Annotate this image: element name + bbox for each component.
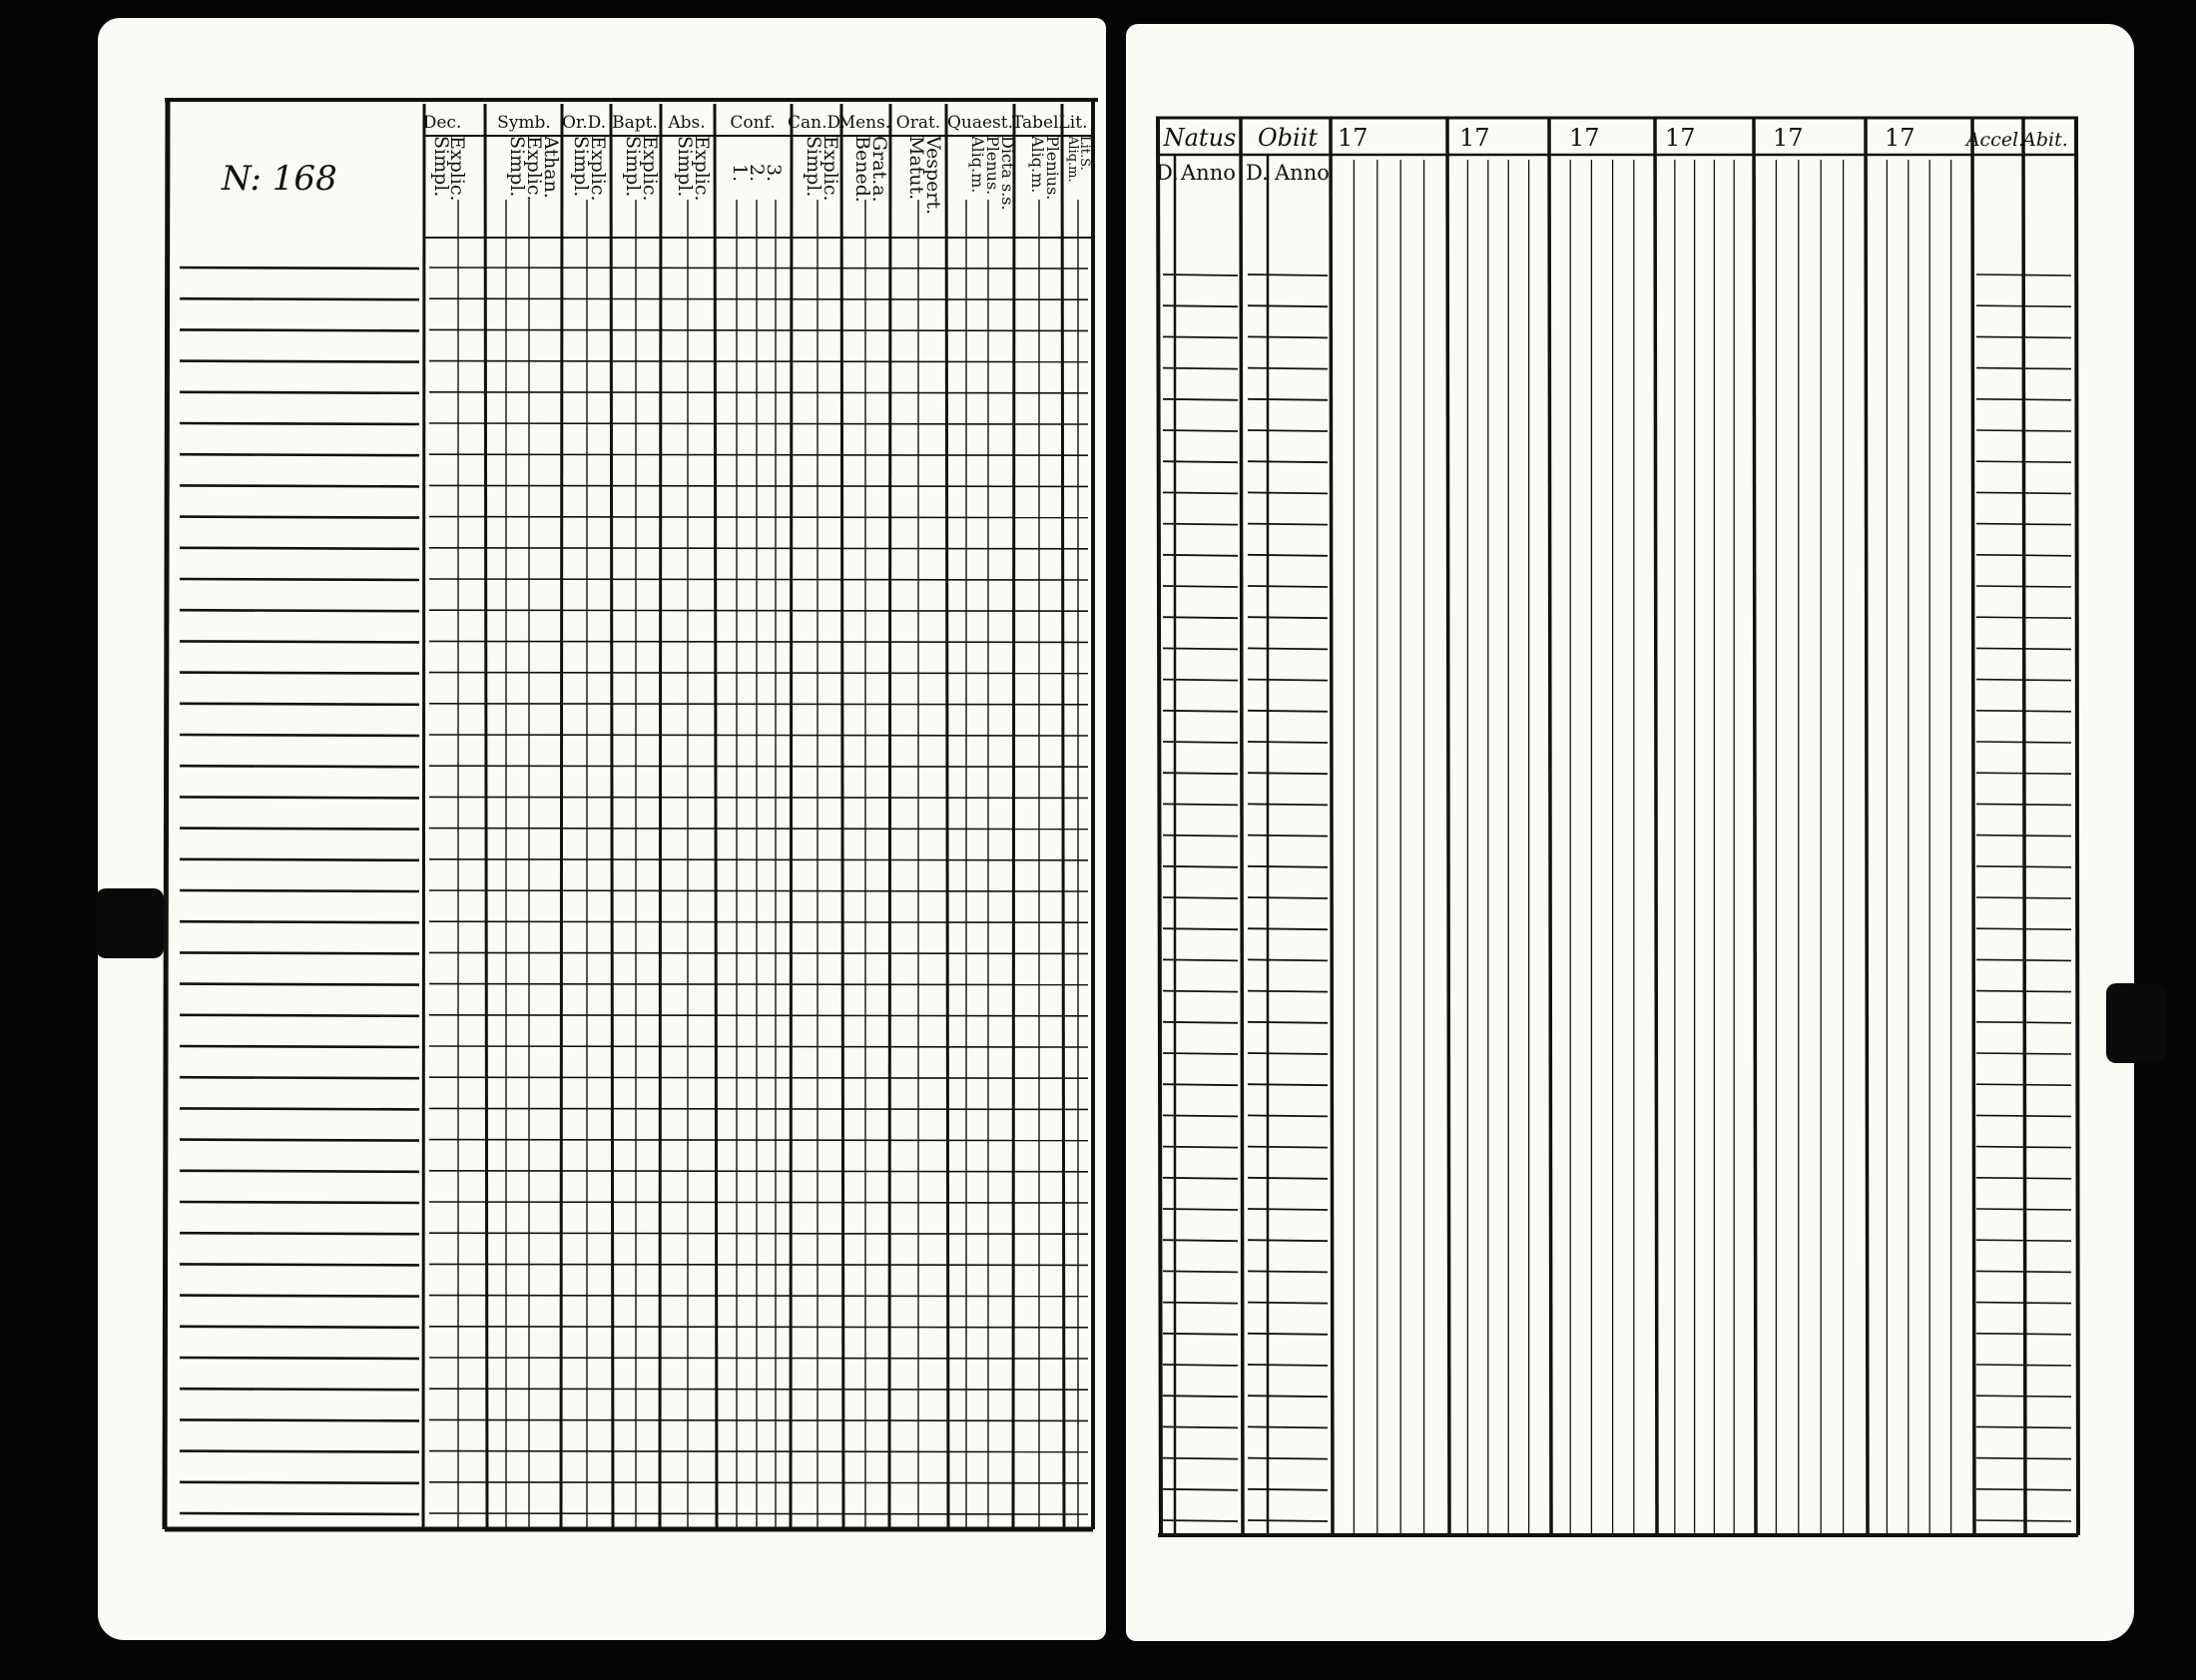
row-rule [1976,1520,2071,1521]
row-rule [1976,1489,2071,1490]
row-rule [429,329,1088,330]
row-rule [1163,275,1238,276]
row-rule [1163,773,1238,774]
row-rule [1163,524,1238,525]
row-rule [180,1419,419,1420]
row-rule [429,735,1088,736]
sub-abs-explic: Explic. [691,136,713,202]
row-rule [180,361,419,362]
sub-ord-simpl: Simpl. [570,136,592,198]
row-rule [180,423,419,424]
row-rule [1976,336,2071,337]
row-rule [180,1482,419,1483]
row-rule [180,1015,419,1016]
header-tabel: Tabel. [1012,113,1064,133]
header-year-2: 17 [1459,124,1490,152]
row-rule [1976,275,2071,276]
row-rule [180,921,419,922]
row-rule [180,610,419,611]
row-rule [1248,1240,1328,1241]
row-rule [1976,555,2071,556]
row-rule [180,1171,419,1172]
row-rule [180,392,419,393]
header-cand: Can.D. [788,113,845,133]
row-rule [180,517,419,518]
sub-abs-simpl: Simpl. [674,136,696,198]
row-rule [180,548,419,549]
row-rule [1163,430,1238,431]
row-rule [429,1077,1088,1078]
header-orat: Orat. [895,113,941,133]
row-rule [1248,305,1328,306]
row-rule [1976,461,2071,462]
row-rule [1248,1084,1328,1085]
row-rule [1976,1178,2071,1179]
row-rule [429,952,1088,953]
column-rule [1013,104,1014,1529]
row-rule [1163,1365,1238,1366]
row-rule [1976,991,2071,992]
row-rule [1248,680,1328,681]
row-rule [1163,1489,1238,1490]
column-rule [1866,118,1868,1535]
left-table-rules [165,100,1098,1529]
row-rule [1163,555,1238,556]
row-rule [1976,524,2071,525]
row-rule [180,1202,419,1203]
column-rule [1062,104,1064,1529]
row-rule [1248,617,1328,618]
header-conf: Conf. [730,113,776,133]
row-rule [1248,1489,1328,1490]
row-rule [1976,399,2071,400]
row-rule [429,1482,1088,1483]
row-rule [180,579,419,580]
row-rule [180,984,419,985]
row-rule [1163,866,1238,867]
table-right-rule [2076,118,2078,1535]
row-rule [1248,1271,1328,1272]
row-rule [1248,928,1328,929]
row-rule [1248,1396,1328,1397]
header-abiit: Abit. [2022,129,2068,151]
row-rule [180,829,419,830]
row-rule [1163,1115,1238,1116]
sub-cand-explic: Explic. [820,136,841,202]
natus-day: D. [1156,161,1179,185]
row-rule [429,673,1088,674]
row-rule [1248,1147,1328,1148]
row-rule [1248,648,1328,649]
column-rule [791,104,792,1529]
column-rule [2023,118,2025,1535]
sub-quaest-aliq: Aliq.m. [968,136,987,194]
header-obiit: Obiit [1257,124,1319,152]
row-rule [429,1140,1088,1141]
row-rule [1248,368,1328,369]
row-rule [1248,742,1328,743]
column-rule [485,104,487,1529]
row-rule [1248,461,1328,462]
header-year-6: 17 [1885,124,1916,152]
row-rule [180,1296,419,1297]
natus-year: Anno [1181,161,1236,185]
row-rule [429,361,1088,362]
row-rule [180,1140,419,1141]
row-rule [1163,368,1238,369]
row-rule [1163,1426,1238,1427]
sub-lit-lits: Lit.S. [1077,136,1092,171]
sub-mens-grat: Grat.a. [868,136,890,203]
row-rule [429,641,1088,642]
row-rule [1248,804,1328,805]
row-rule [429,1264,1088,1265]
row-rule [429,1296,1088,1297]
row-rule [1163,1520,1238,1521]
row-rule [180,298,419,299]
row-rule [180,735,419,736]
row-rule [1976,866,2071,867]
sub-bapt-simpl: Simpl. [622,136,644,198]
row-rule [1976,1084,2071,1085]
right-table-rules [1156,118,2078,1535]
row-rule [1163,1396,1238,1397]
sub-lit-aliq: Aliq.m. [1065,136,1080,183]
row-rule [429,766,1088,767]
row-rule [1976,492,2071,493]
header-lit: Lit. [1058,113,1088,133]
row-rule [1976,1271,2071,1272]
sub-symb-simpl: Simpl. [506,136,528,198]
row-rule [1163,742,1238,743]
header-year-4: 17 [1665,124,1696,152]
row-rule [1163,1147,1238,1148]
obiit-day: D. [1246,161,1269,185]
row-rule [1248,1115,1328,1116]
sub-tabel-aliq: Aliq.m. [1028,136,1047,194]
header-symb: Symb. [497,113,551,133]
sub-orat-vespert: Vespert. [922,136,944,216]
sub-dec-simpl: Simpl. [430,136,452,198]
row-rule [1976,1365,2071,1366]
sub-quaest-dicta: Dicta s.s. [998,136,1017,211]
row-rule [180,1233,419,1234]
sub-conf-1: 1. [729,164,751,183]
column-rule [1241,118,1243,1535]
row-rule [1163,897,1238,898]
table-left-rule [165,100,168,1529]
sub-symb-explic: Explic. [523,136,545,202]
row-rule [429,859,1088,860]
row-rule [1248,711,1328,712]
table-left-rule [1158,118,1161,1535]
row-rule [1976,804,2071,805]
row-rule [1163,1084,1238,1085]
row-rule [1163,1458,1238,1459]
row-rule [180,1513,419,1514]
row-rule [1976,959,2071,960]
row-rule [1163,305,1238,306]
row-rule [1976,1458,2071,1459]
header-bapt: Bapt. [612,113,658,133]
column-rule [1447,118,1449,1535]
row-rule [180,329,419,330]
row-rule [1163,336,1238,337]
sub-orat-matut: Matut. [905,136,927,201]
row-rule [1976,836,2071,837]
row-rule [1163,1334,1238,1335]
row-rule [429,1513,1088,1514]
row-rule [180,1264,419,1265]
column-rule [1549,118,1551,1535]
row-rule [1163,399,1238,400]
row-rule [1163,1022,1238,1023]
row-rule [180,1358,419,1359]
row-rule [180,1046,419,1047]
row-rule [429,1046,1088,1047]
row-rule [1976,1334,2071,1335]
row-rule [1163,617,1238,618]
sub-cand-simpl: Simpl. [803,136,824,198]
row-rule [1248,1178,1328,1179]
row-rule [429,704,1088,705]
column-rule [561,104,562,1529]
row-rule [1976,1053,2071,1054]
row-rule [1976,1022,2071,1023]
row-rule [1248,524,1328,525]
row-rule [1976,711,2071,712]
column-rule [946,104,948,1529]
column-rule [611,104,613,1529]
row-rule [1163,836,1238,837]
row-rule [180,268,419,269]
row-rule [429,298,1088,299]
row-rule [1248,866,1328,867]
row-rule [180,641,419,642]
row-rule [180,952,419,953]
row-rule [180,859,419,860]
row-rule [1248,959,1328,960]
row-rule [180,1108,419,1109]
header-dec: Dec. [422,113,462,133]
row-rule [429,268,1088,269]
row-rule [429,548,1088,549]
sub-dec-explic: Explic. [446,136,468,202]
row-rule [1976,1147,2071,1148]
row-rule [1163,680,1238,681]
row-rule [180,1077,419,1078]
row-rule [429,1419,1088,1420]
row-rule [1976,586,2071,587]
row-rule [1976,928,2071,929]
register-number: N: 168 [222,159,337,199]
row-rule [1976,1240,2071,1241]
column-rule [1754,118,1756,1535]
row-rule [1248,492,1328,493]
row-rule [1976,305,2071,306]
row-rule [429,1358,1088,1359]
row-rule [1976,430,2071,431]
sub-quaest-plenus: Plenus. [983,136,1002,196]
row-rule [180,890,419,891]
column-rule [423,104,424,1529]
row-rule [429,984,1088,985]
row-rule [429,890,1088,891]
column-rule [660,104,661,1529]
row-rule [1248,586,1328,587]
row-rule [1248,399,1328,400]
row-rule [1248,1303,1328,1304]
row-rule [429,579,1088,580]
row-rule [1163,991,1238,992]
row-rule [429,423,1088,424]
row-rule [180,1451,419,1452]
header-natus: Natus [1163,124,1237,152]
row-rule [429,1202,1088,1203]
column-rule [1331,118,1333,1535]
row-rule [1163,1303,1238,1304]
row-rule [1976,897,2071,898]
column-rule [841,104,843,1529]
row-rule [1248,773,1328,774]
row-rule [1248,1209,1328,1210]
row-rule [1976,742,2071,743]
row-rule [1163,648,1238,649]
row-rule [180,766,419,767]
row-rule [1248,1334,1328,1335]
row-rule [1248,1426,1328,1427]
row-rule [1248,1053,1328,1054]
row-rule [1163,1209,1238,1210]
row-rule [1248,991,1328,992]
sub-tabel-plenius: Plenius. [1043,136,1062,201]
row-rule [1976,368,2071,369]
row-rule [1163,959,1238,960]
row-rule [429,1389,1088,1390]
row-rule [1163,804,1238,805]
row-rule [429,921,1088,922]
row-rule [1248,836,1328,837]
row-rule [429,1327,1088,1328]
row-rule [1163,1053,1238,1054]
row-rule [429,1171,1088,1172]
row-rule [429,517,1088,518]
column-rule [715,104,717,1529]
row-rule [429,1015,1088,1016]
row-rule [429,829,1088,830]
row-rule [1976,648,2071,649]
row-rule [180,485,419,486]
row-rule [180,673,419,674]
column-rule [889,104,890,1529]
row-rule [1163,711,1238,712]
sub-mens-bened: Bened. [851,136,873,203]
row-rule [429,392,1088,393]
row-rule [429,610,1088,611]
header-year-3: 17 [1569,124,1600,152]
header-accessit: Accel. [1965,129,2025,151]
row-rule [1248,1458,1328,1459]
sub-symb-athan: Athan. [540,136,562,199]
header-ord: Or.D. [561,113,607,133]
row-rule [1248,555,1328,556]
row-rule [429,1233,1088,1234]
header-abs: Abs. [668,113,706,133]
row-rule [429,1108,1088,1109]
row-rule [180,1327,419,1328]
row-rule [1248,897,1328,898]
row-rule [1248,336,1328,337]
row-rule [1248,430,1328,431]
column-rule [1655,118,1657,1535]
row-rule [1163,1240,1238,1241]
row-rule [1163,1178,1238,1179]
row-rule [180,797,419,798]
header-year-5: 17 [1773,124,1804,152]
row-rule [1976,773,2071,774]
row-rule [1163,586,1238,587]
row-rule [180,454,419,455]
row-rule [1163,1271,1238,1272]
row-rule [1248,275,1328,276]
row-rule [1248,1365,1328,1366]
row-rule [1976,1426,2071,1427]
row-rule [1163,928,1238,929]
row-rule [1976,680,2071,681]
sub-conf-2: 2. [746,164,768,183]
row-rule [1163,461,1238,462]
row-rule [180,704,419,705]
sub-ord-explic: Explic. [587,136,609,202]
sub-conf-3: 3. [763,164,785,183]
row-rule [1976,1396,2071,1397]
row-rule [429,454,1088,455]
row-rule [180,1389,419,1390]
row-rule [1163,492,1238,493]
header-year-1: 17 [1338,124,1369,152]
sub-bapt-explic: Explic. [639,136,661,202]
row-rule [1976,617,2071,618]
obiit-year: Anno [1275,161,1330,185]
header-quaest: Quaest. [946,113,1014,133]
row-rule [1976,1115,2071,1116]
row-rule [429,485,1088,486]
row-rule [429,1451,1088,1452]
row-rule [1976,1303,2071,1304]
header-mens: Mens. [837,113,891,133]
row-rule [429,797,1088,798]
column-rule [1972,118,1974,1535]
row-rule [1248,1022,1328,1023]
row-rule [1976,1209,2071,1210]
row-rule [1248,1520,1328,1521]
